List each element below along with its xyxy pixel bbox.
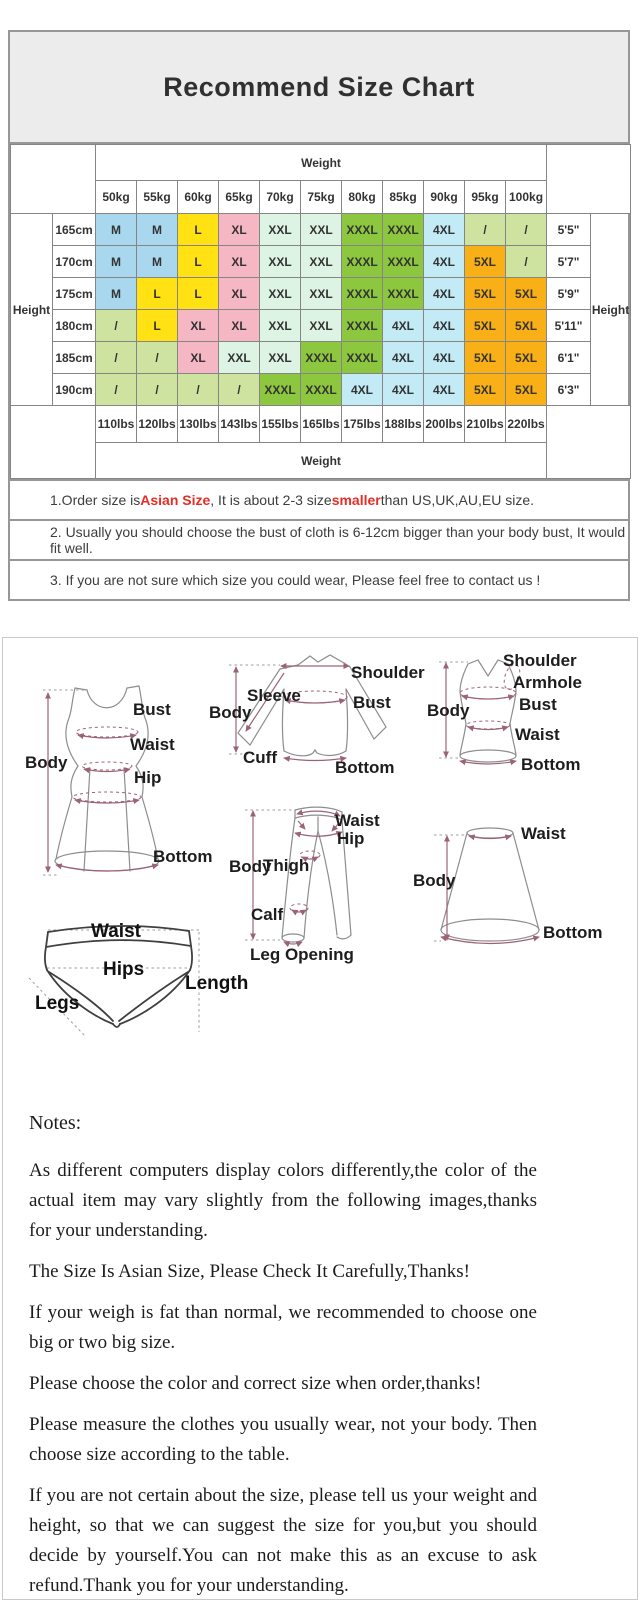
height-label-left: Height	[11, 214, 53, 406]
skirt-body-label: Body	[413, 871, 456, 890]
height-cm-cell: 185cm	[53, 342, 96, 374]
size-cell: XXXL	[342, 310, 383, 342]
shirt-bottom-label: Bottom	[335, 758, 395, 777]
size-cell: M	[96, 246, 137, 278]
size-cell: XXL	[301, 246, 342, 278]
weight-kg-cell: 80kg	[342, 181, 383, 214]
table-notes	[10, 479, 628, 599]
measurement-panel	[2, 637, 638, 1600]
weight-lbs-cell: 155lbs	[260, 406, 301, 443]
height-ft-cell: 6'3"	[547, 374, 591, 406]
size-cell: 4XL	[424, 278, 465, 310]
weight-header-bottom: Weight	[96, 443, 547, 479]
size-cell: 4XL	[424, 310, 465, 342]
corner-cell	[11, 406, 96, 479]
size-cell: XXL	[301, 310, 342, 342]
size-cell: 5XL	[465, 278, 506, 310]
skirt-bottom-label: Bottom	[543, 923, 603, 942]
briefs-length-label: Length	[185, 973, 249, 994]
size-cell: 5XL	[465, 374, 506, 406]
size-cell: 4XL	[342, 374, 383, 406]
size-cell: M	[137, 214, 178, 246]
size-cell: XL	[219, 310, 260, 342]
pants-hip-label: Hip	[337, 829, 365, 848]
size-cell: M	[96, 278, 137, 310]
size-cell: XXL	[260, 310, 301, 342]
size-cell: 4XL	[383, 342, 424, 374]
height-ft-cell: 5'5"	[547, 214, 591, 246]
size-cell: L	[178, 246, 219, 278]
size-cell: M	[96, 214, 137, 246]
vest-waist-label: Waist	[515, 725, 560, 744]
size-cell: 5XL	[465, 342, 506, 374]
size-cell: 4XL	[383, 310, 424, 342]
skirt-waist-label: Waist	[521, 824, 566, 843]
corner-cell	[547, 406, 631, 479]
vest-armhole-label: Armhole	[513, 673, 582, 692]
size-cell: XXL	[301, 278, 342, 310]
size-cell: L	[178, 278, 219, 310]
weight-lbs-cell: 110lbs	[96, 406, 137, 443]
dress-hip-label: Hip	[134, 768, 162, 787]
size-cell: /	[96, 342, 137, 374]
size-note-row	[10, 479, 628, 519]
shirt-sleeve-label: Sleeve	[247, 686, 301, 705]
note-paragraph: If you are not certain about the size, please tell us your weight and height, so that we can suggest the size for you,but you should decide by yourself.You can not make this as an excuse to ask refund.Thank you for your understanding.	[29, 1485, 537, 1596]
shirt-bust-label: Bust	[353, 693, 391, 712]
shirt-cuff-label: Cuff	[243, 748, 277, 767]
size-cell: /	[137, 374, 178, 406]
height-ft-cell: 5'7"	[547, 246, 591, 278]
size-cell: /	[506, 214, 547, 246]
size-cell: XXL	[260, 278, 301, 310]
size-cell: L	[137, 310, 178, 342]
note-paragraph: Please choose the color and correct size when order,thanks!	[29, 1373, 482, 1394]
size-table	[10, 144, 631, 479]
weight-lbs-cell: 165lbs	[301, 406, 342, 443]
size-cell: 5XL	[506, 310, 547, 342]
note-paragraph: Please measure the clothes you usually wear, not your body. Then choose size according to the table.	[29, 1414, 537, 1465]
dress-bust-label: Bust	[133, 700, 171, 719]
pants-leg-opening-label: Leg Opening	[250, 945, 354, 964]
page-title: Recommend Size Chart	[163, 71, 475, 102]
size-cell: XXXL	[342, 342, 383, 374]
height-cm-cell: 180cm	[53, 310, 96, 342]
size-cell: 4XL	[424, 214, 465, 246]
size-cell: 5XL	[465, 246, 506, 278]
note-text: 1.Order size is	[50, 492, 141, 508]
size-cell: XXXL	[301, 342, 342, 374]
size-cell: M	[137, 246, 178, 278]
size-cell: XXXL	[383, 214, 424, 246]
dress-waist-label: Waist	[130, 735, 175, 754]
note-text: 2. Usually you should choose the bust of cloth is 6-12cm bigger than your body bust, It would fit well.	[50, 524, 626, 556]
size-cell: L	[178, 214, 219, 246]
size-cell: 4XL	[424, 374, 465, 406]
size-cell: 4XL	[424, 246, 465, 278]
size-cell: XXXL	[383, 246, 424, 278]
weight-lbs-cell: 188lbs	[383, 406, 424, 443]
vest-bottom-label: Bottom	[521, 755, 581, 774]
weight-kg-cell: 55kg	[137, 181, 178, 214]
size-cell: /	[96, 310, 137, 342]
height-ft-cell: 5'11"	[547, 310, 591, 342]
size-cell: 5XL	[506, 374, 547, 406]
briefs-hips-label: Hips	[103, 959, 145, 980]
dress-bottom-label: Bottom	[153, 847, 213, 866]
size-cell: /	[219, 374, 260, 406]
dress-body-label: Body	[25, 753, 68, 772]
size-note-row	[10, 559, 628, 599]
vest-bust-label: Bust	[519, 695, 557, 714]
size-cell: /	[137, 342, 178, 374]
height-cm-cell: 175cm	[53, 278, 96, 310]
corner-cell	[547, 145, 631, 214]
size-cell: 5XL	[465, 310, 506, 342]
height-cm-cell: 170cm	[53, 246, 96, 278]
size-cell: XXL	[260, 214, 301, 246]
shirt-shoulder-label: Shoulder	[351, 663, 425, 682]
height-cm-cell: 190cm	[53, 374, 96, 406]
weight-lbs-cell: 143lbs	[219, 406, 260, 443]
vest-shoulder-label: Shoulder	[503, 651, 577, 670]
highlighted-text: smaller	[331, 492, 381, 508]
weight-kg-cell: 60kg	[178, 181, 219, 214]
pants-waist-label: Waist	[335, 811, 380, 830]
size-cell: XXXL	[301, 374, 342, 406]
note-paragraph: As different computers display colors differently,the color of the actual item may vary slightly from the following images,thanks for your understanding.	[29, 1160, 537, 1241]
briefs-legs-label: Legs	[35, 993, 80, 1014]
weight-kg-cell: 95kg	[465, 181, 506, 214]
weight-kg-cell: 90kg	[424, 181, 465, 214]
note-text: 3. If you are not sure which size you could wear, Please feel free to contact us !	[50, 572, 541, 588]
notes-section	[29, 1108, 537, 1612]
size-cell: XXXL	[342, 246, 383, 278]
size-cell: /	[506, 246, 547, 278]
size-cell: XXXL	[342, 278, 383, 310]
size-cell: XL	[178, 342, 219, 374]
size-chart-panel	[8, 30, 630, 601]
size-cell: 4XL	[424, 342, 465, 374]
vest-body-label: Body	[427, 701, 470, 720]
pants-calf-label: Calf	[251, 905, 284, 924]
size-cell: /	[465, 214, 506, 246]
height-ft-cell: 5'9"	[547, 278, 591, 310]
weight-kg-cell: 50kg	[96, 181, 137, 214]
size-note-row	[10, 519, 628, 559]
size-cell: XL	[219, 214, 260, 246]
size-cell: /	[96, 374, 137, 406]
size-cell: XL	[178, 310, 219, 342]
size-cell: XL	[219, 246, 260, 278]
highlighted-text: Asian Size	[140, 492, 211, 508]
corner-cell	[11, 145, 96, 214]
pants-body-label: Body	[229, 857, 272, 876]
note-paragraph: The Size Is Asian Size, Please Check It Carefully,Thanks!	[29, 1261, 470, 1282]
shirt-body-label: Body	[209, 703, 252, 722]
weight-kg-cell: 100kg	[506, 181, 547, 214]
size-cell: XXXL	[342, 214, 383, 246]
size-cell: XXL	[219, 342, 260, 374]
weight-lbs-cell: 200lbs	[424, 406, 465, 443]
size-cell: XXL	[260, 246, 301, 278]
height-cm-cell: 165cm	[53, 214, 96, 246]
briefs-waist-label: Waist	[91, 921, 141, 942]
weight-kg-cell: 70kg	[260, 181, 301, 214]
weight-lbs-cell: 130lbs	[178, 406, 219, 443]
height-label-right: Height	[591, 214, 631, 406]
note-text: , It is about 2-3 size	[210, 492, 332, 508]
note-text: than US,UK,AU,EU size.	[380, 492, 535, 508]
size-cell: XL	[219, 278, 260, 310]
height-ft-cell: 6'1"	[547, 342, 591, 374]
size-cell: 5XL	[506, 342, 547, 374]
weight-lbs-cell: 175lbs	[342, 406, 383, 443]
weight-lbs-cell: 120lbs	[137, 406, 178, 443]
notes-heading: Notes:	[29, 1112, 82, 1134]
size-cell: XXL	[301, 214, 342, 246]
weight-kg-cell: 85kg	[383, 181, 424, 214]
size-cell: 4XL	[383, 374, 424, 406]
size-cell: 5XL	[506, 278, 547, 310]
weight-kg-cell: 65kg	[219, 181, 260, 214]
size-cell: L	[137, 278, 178, 310]
weight-header-top: Weight	[96, 145, 547, 181]
weight-kg-cell: 75kg	[301, 181, 342, 214]
weight-lbs-cell: 210lbs	[465, 406, 506, 443]
size-cell: /	[178, 374, 219, 406]
size-cell: XXXL	[383, 278, 424, 310]
size-cell: XXXL	[260, 374, 301, 406]
pants-thigh-label: Thigh	[263, 856, 310, 875]
chart-title-box	[10, 32, 628, 144]
weight-lbs-cell: 220lbs	[506, 406, 547, 443]
size-cell: XXL	[260, 342, 301, 374]
note-paragraph: If your weigh is fat than normal, we recommended to choose one big or two big size.	[29, 1302, 537, 1353]
